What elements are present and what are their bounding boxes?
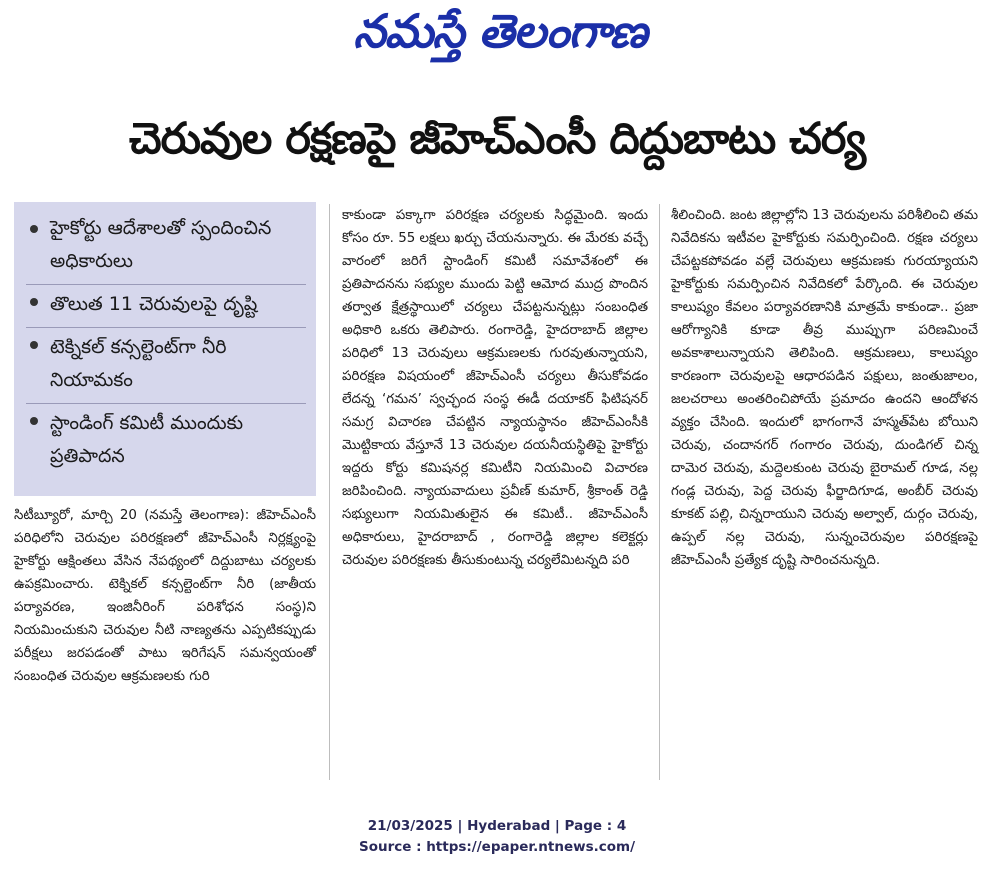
highlight-text: స్టాండింగ్ కమిటీ ముందుకు ప్రతిపాదన — [50, 412, 244, 467]
highlights-box — [14, 202, 316, 496]
newspaper-masthead: నమస్తే తెలంగాణ — [353, 4, 647, 58]
footer-date-line: 21/03/2025 | Hyderabad | Page : 4 — [367, 818, 627, 834]
highlight-item — [26, 403, 306, 473]
footer-source-line: Source : https://epaper.ntnews.com/ — [358, 839, 636, 855]
article-text: సిటీబ్యూరో, మార్చి 20 (నమస్తే తెలంగాణ): జీహెచ్ఎంసీ పరిధిలోని చెరువుల పరిరక్షణలో జీహెచ్ఎంసీ నిర్లక్ష్యంపై హైకోర్టు ఆక్షింతలు వేసిన నేపథ్యంలో దిద్దుబాటు చర్యలకు ఉపక్రమించారు. టెక్నికల్ కన్సల్టెంట్‌గా నీరి (జాతీయ పర్యావరణ, ఇంజినీరింగ్ పరిశోధన సంస్థ)ని నియమించుకుని చెరువుల నీటి నాణ్యతను ఎప్పటికప్పుడు పరీక్షలు జరపడంతో పాటు ఇరిగేషన్ సమన్వయంతో సంబంధిత చెరువుల ఆక్రమణలకు గురి — [14, 508, 316, 684]
highlight-text: తొలుత 11 చెరువులపై దృష్టి — [50, 293, 258, 315]
highlight-item — [26, 327, 306, 397]
highlight-text: టెక్నికల్ కన్సల్టెంట్‌గా నీరి నియామకం — [50, 336, 227, 391]
bullet-icon — [30, 341, 38, 349]
column-divider — [659, 204, 660, 780]
article-text: కాకుండా పక్కాగా పరిరక్షణ చర్యలకు సిద్ధమైంది. ఇందు కోసం రూ. 55 లక్షలు ఖర్చు చేయనున్నారు. ఈ మేరకు వచ్చే వారంలో జరిగే స్టాండింగ్ కమిటీ సమావేశంలో ఈ ప్రతిపాదనను సభ్యుల ముందు పెట్టి ఆమోద ముద్ర పొందిన తర్వాత క్షేత్రస్థాయిలో చర్యలు చేపట్టనున్నట్లు సంబంధిత అధికారి ఒకరు తెలిపారు. రంగారెడ్డి, హైదరాబాద్ జిల్లాల పరిధిలో 13 చెరువులు ఆక్రమణలకు గురవుతున్నాయని, పరిరక్షణ విషయంలో జీహెచ్ఎంసీ చర్యలు తీసుకోవడం లేదన్న ‘గమన’ స్వచ్ఛంద సంస్థ ఈడీ దయాకర్ ఫిటిషనర్ సమగ్ర విచారణ చేపట్టిన న్యాయస్థానం జీహెచ్ఎంసీకి మొట్టికాయ వేస్తూనే 13 చెరువుల దయనీయస్థితిపై హైకోర్టు ఇద్దరు కోర్టు కమిషనర్ల కమిటీని నియమించి విచారణ జరిపించింది. న్యాయవాదులు ప్రవీణ్ కుమార్, శ్రీకాంత్ రెడ్డి సభ్యులుగా నియమితులైన ఈ కమిటీ.. జీహెచ్ఎంసీ అధికారులు, హైదరాబాద్ , రంగారెడ్డి జిల్లాల కలెక్టర్లు చెరువుల పరిరక్షణకు తీసుకుంటున్న చర్యలేమిటన్నది పరి — [342, 208, 648, 568]
highlight-text: హైకోర్టు ఆదేశాలతో స్పందించిన అధికారులు — [50, 217, 272, 272]
bullet-icon — [30, 298, 38, 306]
column-divider — [329, 204, 330, 780]
article-column-1 — [14, 504, 316, 688]
article-column-3 — [671, 204, 978, 572]
bullet-icon — [30, 225, 38, 233]
article-headline: చెరువుల రక్షణపై జీహెచ్ఎంసీ దిద్దుబాటు చర్య — [128, 114, 866, 164]
highlight-item — [26, 212, 306, 278]
bullet-icon — [30, 417, 38, 425]
article-column-2 — [342, 204, 648, 572]
highlight-item — [26, 284, 306, 321]
article-text: శీలించింది. జంట జిల్లాల్లోని 13 చెరువులను పరిశీలించి తమ నివేదికను ఇటీవల హైకోర్టుకు సమర్పించింది. రక్షణ చర్యలు చేపట్టకపోవడం వల్లే చెరువులు ఆక్రమణకు గురయ్యాయని హైకోర్టుకు సమర్పించిన నివేదికలో పేర్కొంది. ఈ చెరువుల కాలుష్యం కేవలం పర్యావరణానికి మాత్రమే కాకుండా.. ప్రజా ఆరోగ్యానికి కూడా తీవ్ర ముప్పుగా పరిణమించే అవకాశాలున్నాయని తెలిపింది. ఆక్రమణలు, కాలుష్యం కారణంగా చెరువులపై ఆధారపడిన పక్షులు, జంతుజాలం, జలచరాలు అంతరించిపోయే ప్రమాదం ఉందని ఆందోళన వ్యక్తం చేసింది. ఇందులో భాగంగానే హస్మత్‌పేట బోయిని చెరువు, చందానగర్ గంగారం చెరువు, దుండిగల్ చిన్న దామెర చెరువు, మద్దెలకుంట చెరువు బైరామల్ గూడ, నల్ల గండ్ల చెరువు, పెద్ద చెరువు ఫీర్జాదిగూడ, అంబీర్ చెరువు కూకట్ పల్లి, చిన్నరాయుని చెరువు అల్వాల్, దుర్గం చెరువు, ఉప్పల్ నల్ల చెరువు, సున్నంచెరువుల పరిరక్షణపై జీహెచ్ఎంసీ ప్రత్యేక దృష్టి సారించనున్నది. — [671, 208, 978, 568]
